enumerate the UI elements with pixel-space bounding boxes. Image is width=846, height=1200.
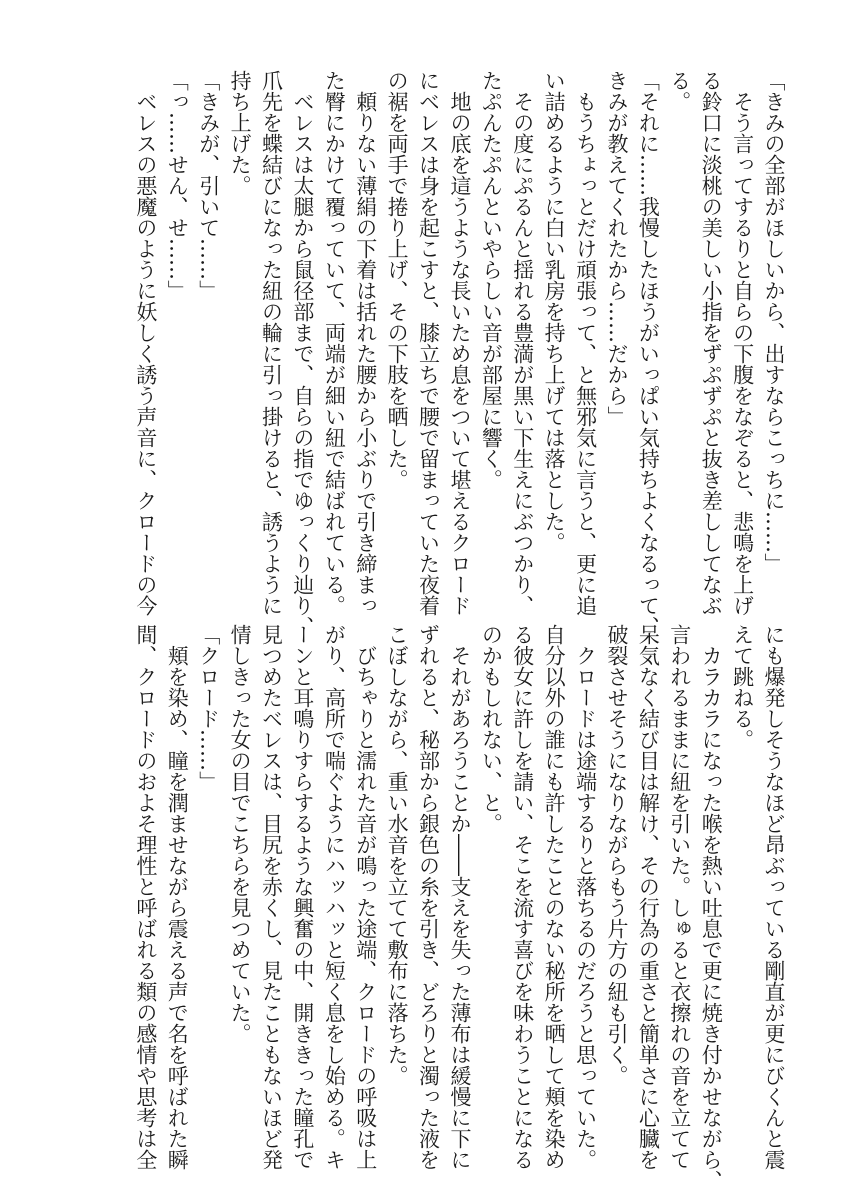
text-column: 頼りない薄絹の下着は括れた腰から小ぶりで引き締まっ: [353, 70, 378, 616]
text-column: クロードは途端するりと落ちるのだろうと思っていた。: [573, 624, 598, 1170]
text-block-bottom: [129, 624, 789, 1191]
text-column: カラカラになった喉を熱い吐息で更に焼き付かせながら、: [699, 624, 724, 1191]
text-column: 持ち上げた。: [228, 70, 253, 196]
text-column: ベレスは太腿から鼠径部まで、自らの指でゆっくり辿り、: [290, 70, 315, 637]
text-column: びちゃりと濡れた音が鳴った途端、クロードの呼吸は上: [353, 624, 378, 1170]
text-column: 「それに……我慢したほうがいっぱい気持ちよくなるって、: [636, 70, 661, 637]
text-column: 言われるままに紐を引いた。しゅると衣擦れの音を立てて: [667, 624, 692, 1170]
text-column: 頬を染め、瞳を潤ませながら震える声で名を呼ばれた瞬: [165, 624, 190, 1170]
text-column: る鈴口に淡桃の美しい小指をずぷずぷと抜き差ししてなぶ: [699, 70, 724, 616]
text-column: もうちょっとだけ頑張って、と無邪気に言うと、更に追: [573, 70, 598, 616]
text-column: 情しきった女の目でこちらを見つめていた。: [228, 624, 253, 1044]
text-column: 爪先を蝶結びになった紐の輪に引っ掛けると、誘うように: [259, 70, 284, 616]
text-column: 「クロード……」: [196, 624, 221, 792]
text-block-top: [129, 70, 789, 637]
text-column: い詰めるように白い乳房を持ち上げては落とした。: [542, 70, 567, 553]
text-column: えて跳ねる。: [730, 624, 755, 750]
text-column: にベレスは身を起こすと、膝立ちで腰で留まっていた夜着: [416, 70, 441, 616]
text-column: にも爆発しそうなほど昂ぶっている剛直が更にびくんと震: [762, 624, 786, 1170]
text-column: ベレスの悪魔のように妖しく誘う声音に、クロードの今: [133, 70, 158, 616]
text-column: がり、高所で喘ぐようにハッハッと短く息をし始める。キ: [322, 624, 347, 1170]
text-column: 呆気なく結び目は解け、その行為の重さと簡単さに心臓を: [636, 624, 661, 1170]
text-column: その度にぷるんと揺れる豊満が黒い下生えにぶつかり、: [510, 70, 535, 616]
text-column: 「きみが、引いて……」: [196, 70, 221, 301]
text-column: 間、クロードのおよそ理性と呼ばれる類の感情や思考は全: [133, 624, 158, 1170]
text-column: る彼女に許しを請い、そこを流す喜びを味わうことになる: [510, 624, 535, 1170]
text-column: そう言ってするりと自らの下腹をなぞると、悲鳴を上げ: [730, 70, 755, 616]
text-column: きみが教えてくれたから……だから」: [604, 70, 629, 427]
text-column: こぼしながら、重い水音を立てて敷布に落ちた。: [385, 624, 410, 1086]
text-column: る。: [667, 70, 692, 112]
text-column: のかもしれない、と。: [479, 624, 504, 834]
text-column: ーンと耳鳴りすらするような興奮の中、開ききった瞳孔で: [290, 624, 315, 1170]
text-column: 破裂させそうになりながらもう片方の紐も引く。: [604, 624, 629, 1086]
text-column: 自分以外の誰にも許したことのない秘所を晒して頬を染め: [542, 624, 567, 1170]
text-column: の裾を両手で捲り上げ、その下肢を晒した。: [385, 70, 410, 490]
text-column: たぷんたぷんといやらしい音が部屋に響く。: [479, 70, 504, 490]
text-column: ずれると、秘部から銀色の糸を引き、どろりと濁った液を: [416, 624, 441, 1170]
text-column: 「っ……せん、せ……」: [165, 70, 190, 301]
text-column: 「きみの全部がほしいから、出すならこっちに……」: [762, 70, 786, 574]
text-column: た臀にかけて覆っていて、両端が細い紐で結ばれている。: [322, 70, 347, 616]
text-column: それがあろうことか――支えを失った薄布は緩慢に下に: [447, 624, 472, 1170]
text-column: 地の底を這うような長いため息をついて堪えるクロード: [447, 70, 472, 616]
text-column: 見つめたベレスは、目尻を赤くし、見たこともないほど発: [259, 624, 284, 1170]
